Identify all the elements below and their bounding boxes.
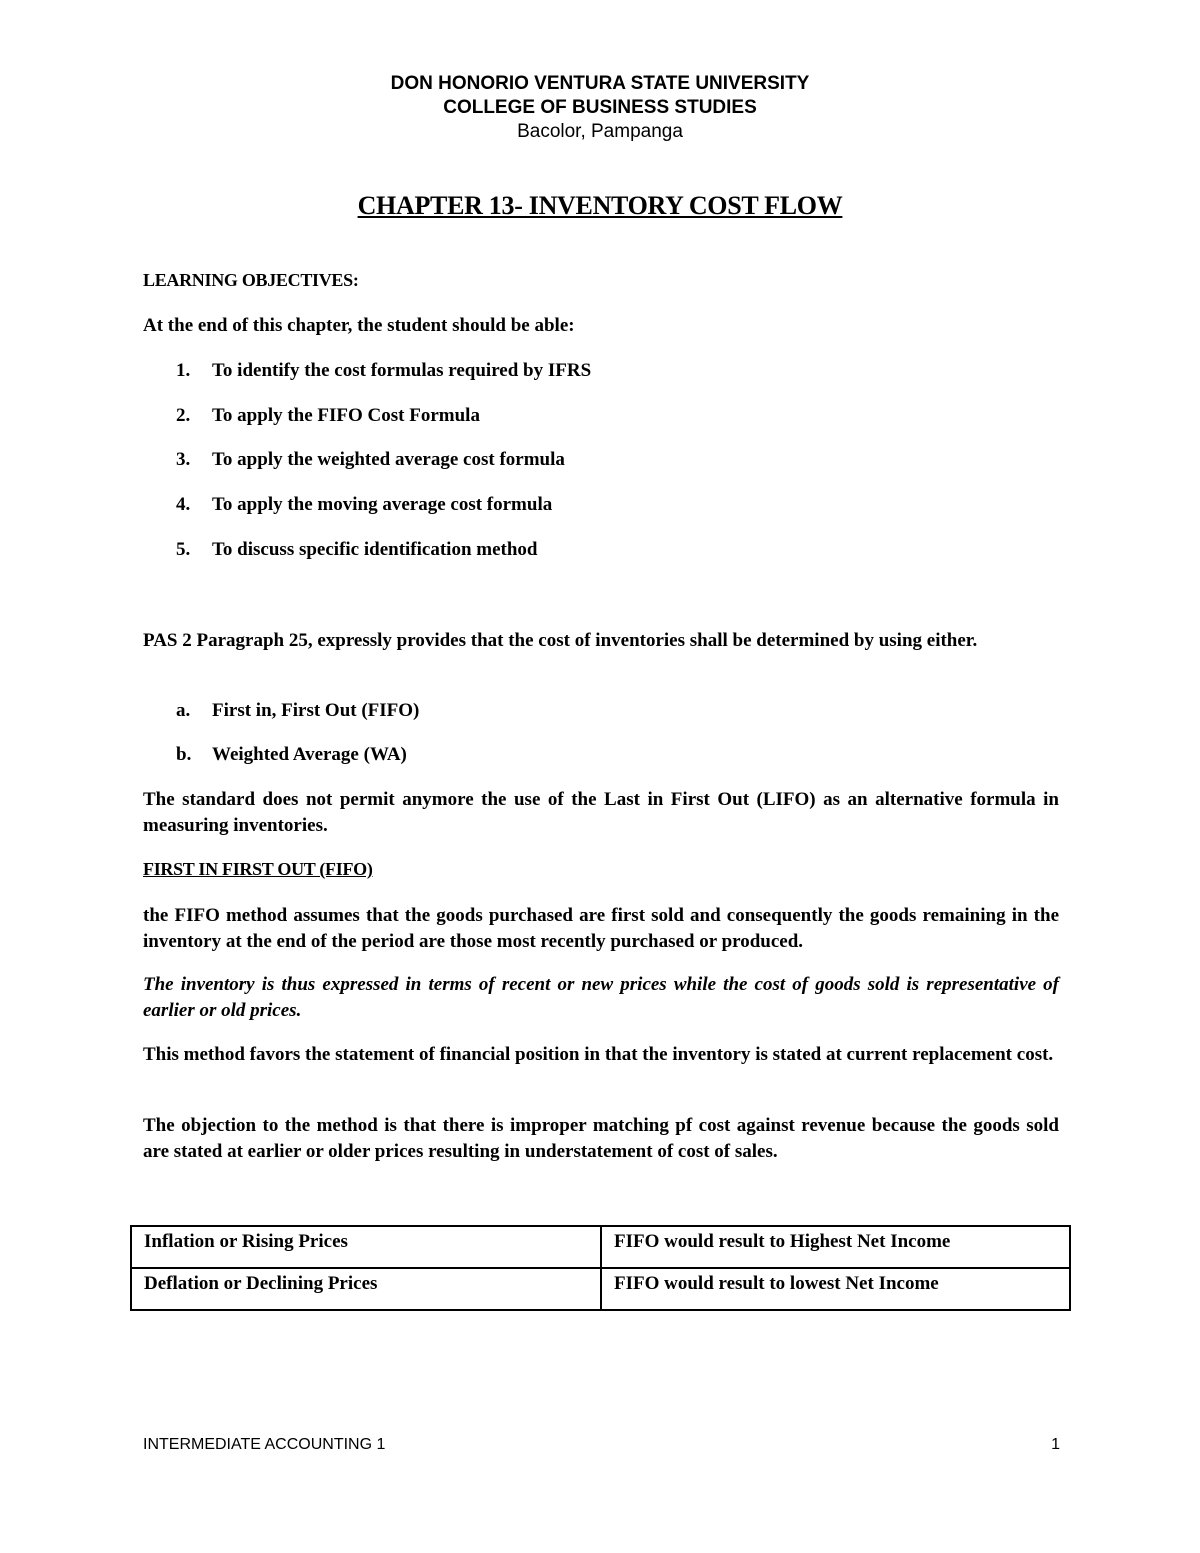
item-letter: a. [176,700,191,721]
document-header [0,72,1200,144]
table-cell: Deflation or Declining Prices [131,1268,601,1310]
item-number: 5. [176,539,191,560]
fifo-paragraph-2: The inventory is thus expressed in terms of recent or new prices while the cost of goods sold is representative of earlier or old prices. [143,974,1059,1021]
item-text: To discuss specific identification method [212,539,538,560]
university-name: DON HONORIO VENTURA STATE UNIVERSITY [390,73,810,94]
lifo-note: The standard does not permit anymore the use of the Last in First Out (LIFO) as an alternative formula in measuring inventories. [143,789,1059,836]
item-text: To apply the weighted average cost formula [212,449,565,470]
item-text: To identify the cost formulas required by IFRS [212,360,592,381]
fifo-paragraph-3: This method favors the statement of financial position in that the inventory is stated at current replacement cost. [143,1044,1054,1065]
table-row [131,1268,1070,1310]
table-row [131,1226,1070,1268]
price-effect-table [130,1225,1071,1311]
item-text: Weighted Average (WA) [212,744,407,765]
learning-objectives-intro: At the end of this chapter, the student should be able: [143,315,575,336]
pas2-paragraph: PAS 2 Paragraph 25, expressly provides that the cost of inventories shall be determined by using either. [143,630,978,651]
chapter-title: CHAPTER 13- INVENTORY COST FLOW [357,191,843,220]
learning-objectives-heading: LEARNING OBJECTIVES: [143,270,359,290]
table-cell: Inflation or Rising Prices [131,1226,601,1268]
fifo-heading: FIRST IN FIRST OUT (FIFO) [143,859,373,879]
location: Bacolor, Pampanga [517,121,683,142]
item-number: 4. [176,494,191,515]
item-number: 1. [176,360,191,381]
fifo-paragraph-4: The objection to the method is that there is improper matching pf cost against revenue because the goods sold are stated at earlier or older prices resulting in understatement of cost of sales. [143,1115,1059,1162]
fifo-paragraph-1: the FIFO method assumes that the goods purchased are first sold and consequently the goods remaining in the inventory at the end of the period are those most recently purchased or produced. [143,905,1059,952]
item-number: 2. [176,405,191,426]
table-cell: FIFO would result to lowest Net Income [601,1268,1070,1310]
item-text: First in, First Out (FIFO) [212,700,420,721]
page-number: 1 [1051,1436,1060,1453]
item-text: To apply the FIFO Cost Formula [212,405,480,426]
footer-course: INTERMEDIATE ACCOUNTING 1 [143,1436,386,1453]
item-number: 3. [176,449,191,470]
college-name: COLLEGE OF BUSINESS STUDIES [443,97,757,118]
item-letter: b. [176,744,192,765]
item-text: To apply the moving average cost formula [212,494,553,515]
table-cell: FIFO would result to Highest Net Income [601,1226,1070,1268]
